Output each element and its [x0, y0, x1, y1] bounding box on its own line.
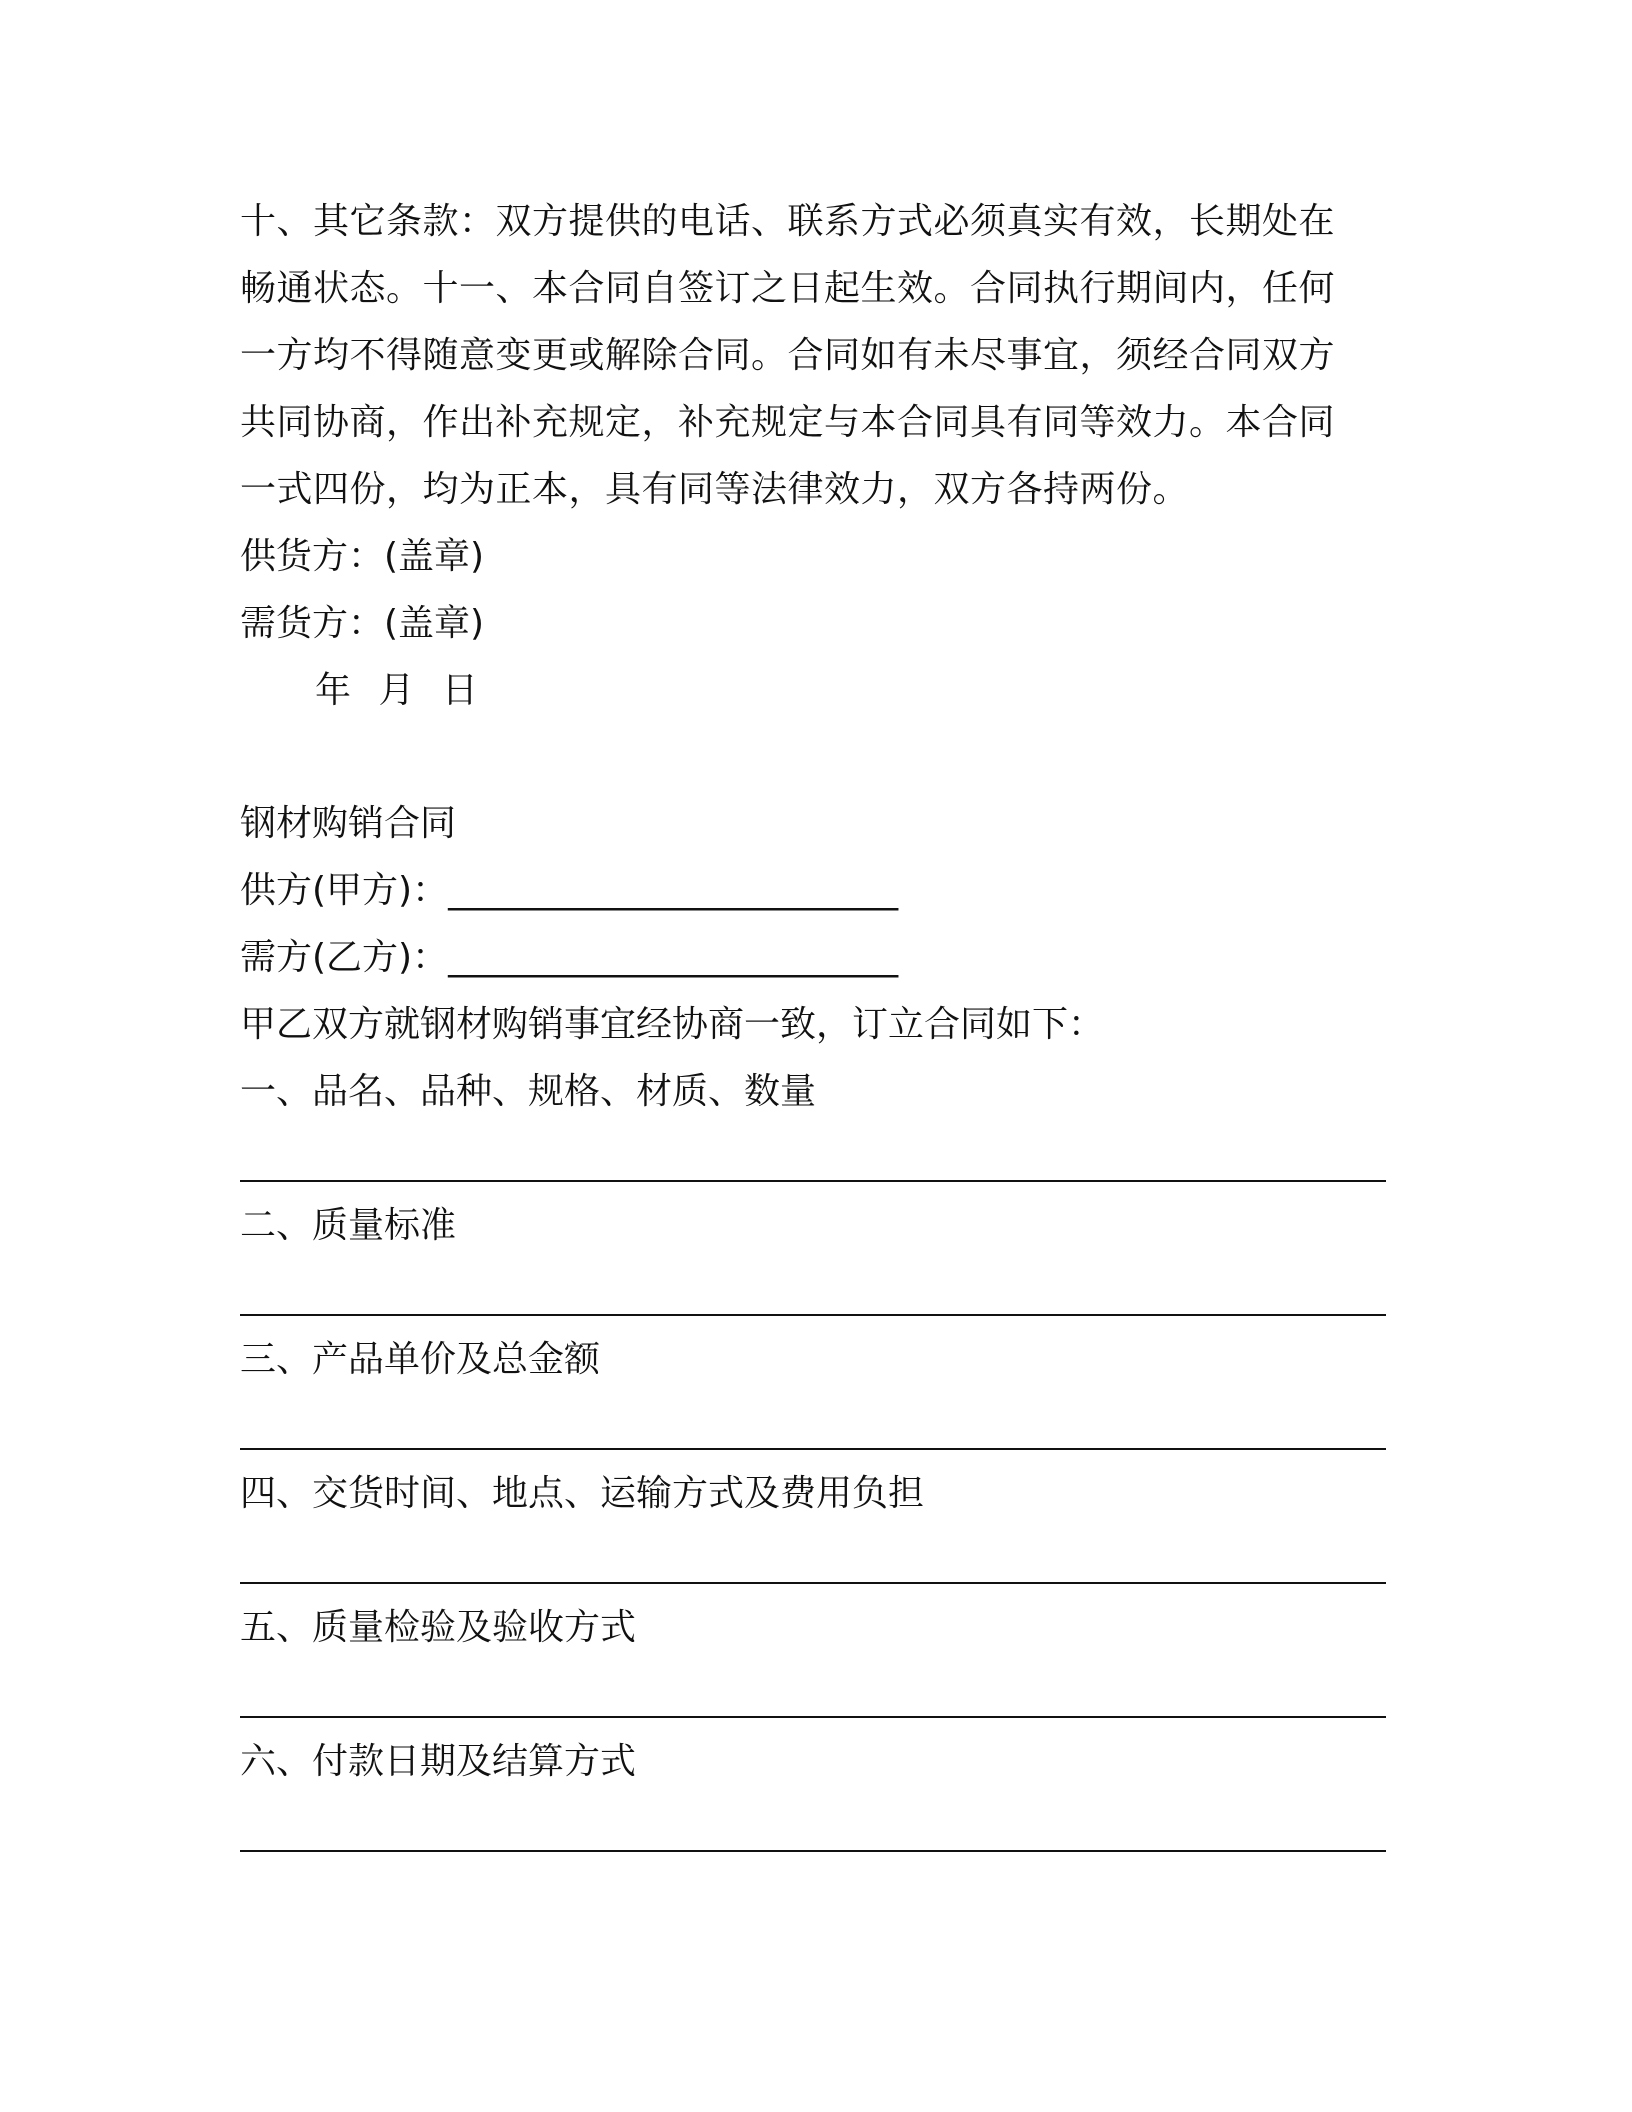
supplier-signature-label: 供货方：(盖章)	[240, 536, 485, 577]
fill-in-line-6	[240, 1795, 1380, 1862]
signature-date: 年 月 日	[315, 670, 478, 711]
fill-in-line-3	[240, 1393, 1380, 1460]
section-heading-2: 二、质量标准	[240, 1205, 457, 1246]
document-page	[240, 188, 1380, 1862]
buyer-signature-label: 需货方：(盖章)	[240, 603, 485, 644]
fill-in-line-4	[240, 1527, 1380, 1594]
blank-rule	[240, 1850, 1386, 1852]
fill-in-line-5	[240, 1661, 1380, 1728]
contract-intro: 甲乙双方就钢材购销事宜经协商一致，订立合同如下：	[240, 1004, 1105, 1045]
clause-10-line-4: 共同协商，作出补充规定，补充规定与本合同具有同等效力。本合同	[240, 402, 1336, 443]
blank-rule	[240, 1180, 1386, 1182]
blank-rule	[240, 1582, 1386, 1584]
clause-10-line-3: 一方均不得随意变更或解除合同。合同如有未尽事宜，须经合同双方	[240, 335, 1336, 376]
clause-10-line-5: 一式四份，均为正本，具有同等法律效力，双方各持两份。	[240, 469, 1190, 510]
clause-10-line-2: 畅通状态。十一、本合同自签订之日起生效。合同执行期间内，任何	[240, 268, 1336, 309]
section-gap	[240, 724, 1380, 790]
blank-rule	[240, 1314, 1386, 1316]
section-heading-3: 三、产品单价及总金额	[240, 1339, 601, 1380]
fill-in-line-2	[240, 1259, 1380, 1326]
clause-10-line-1: 十、其它条款：双方提供的电话、联系方式必须真实有效，长期处在	[240, 201, 1336, 242]
section-heading-4: 四、交货时间、地点、运输方式及费用负担	[240, 1473, 925, 1514]
section-heading-5: 五、质量检验及验收方式	[240, 1607, 637, 1648]
blank-rule	[240, 1716, 1386, 1718]
party-a-field: 供方(甲方)：_________________________	[240, 870, 899, 911]
section-heading-6: 六、付款日期及结算方式	[240, 1741, 637, 1782]
section-heading-1: 一、品名、品种、规格、材质、数量	[240, 1071, 817, 1112]
clause-10-paragraph	[240, 188, 1380, 523]
party-b-field: 需方(乙方)：_________________________	[240, 937, 899, 978]
fill-in-line-1	[240, 1125, 1380, 1192]
blank-rule	[240, 1448, 1386, 1450]
contract-title: 钢材购销合同	[240, 803, 457, 844]
